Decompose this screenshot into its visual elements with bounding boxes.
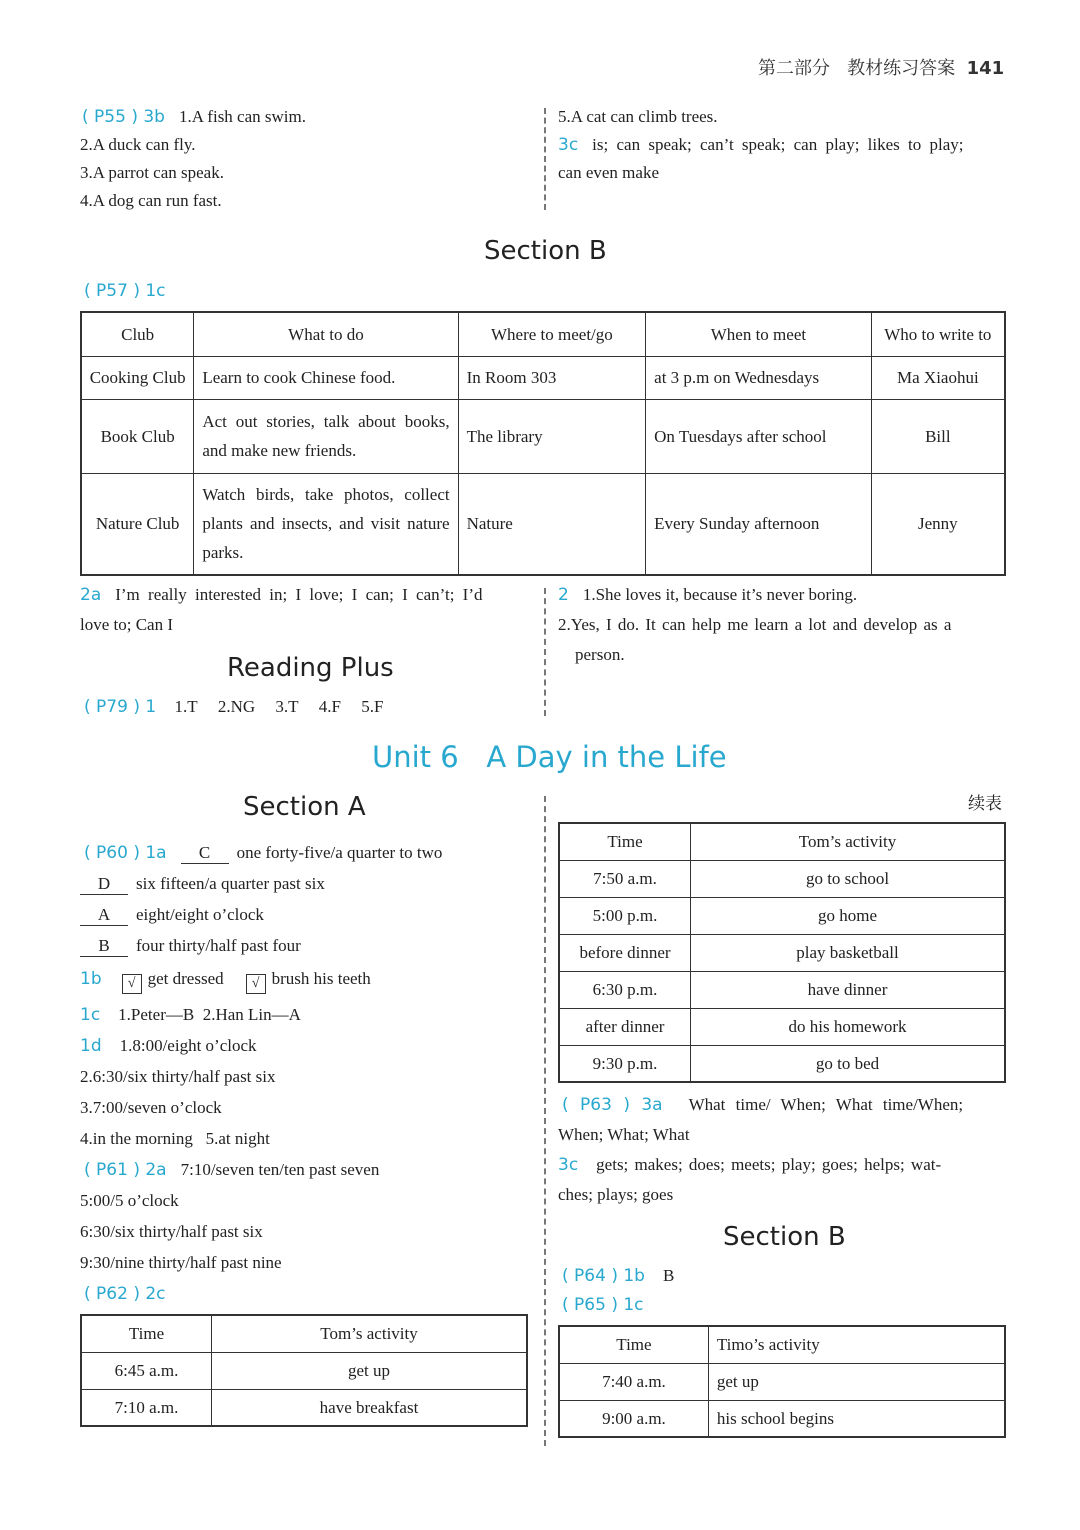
header-title: 教材练习答案 bbox=[847, 58, 956, 79]
table-cell: Nature Club bbox=[81, 473, 194, 575]
answer-line: 2.Yes, I do. It can help me learn a lot and develop as a bbox=[558, 615, 952, 634]
table-cell: get up bbox=[708, 1363, 1005, 1400]
answer-line: 6:30/six thirty/half past six bbox=[80, 1222, 263, 1241]
column-divider bbox=[544, 108, 546, 210]
answer-line: 3.7:00/seven o’clock bbox=[80, 1098, 222, 1117]
table-cell: 9:30 p.m. bbox=[559, 1045, 691, 1082]
tom-activity-table-continued bbox=[558, 822, 1006, 1083]
answer-2a-line-1 bbox=[80, 585, 483, 605]
answer-letter: D bbox=[80, 874, 128, 895]
timo-activity-table bbox=[558, 1325, 1006, 1438]
answer-item: 3.T bbox=[275, 697, 299, 716]
p55-3c-line bbox=[558, 135, 964, 155]
section-a-heading: Section A bbox=[243, 792, 366, 822]
table-header: Club bbox=[81, 312, 194, 356]
tag-p62-2c: ( P62 ) 2c bbox=[84, 1284, 166, 1304]
table-cell: Learn to cook Chinese food. bbox=[194, 356, 458, 399]
answer-1a-line bbox=[80, 905, 264, 926]
section-heading: Section B bbox=[484, 236, 607, 266]
table-header-row bbox=[81, 1315, 527, 1352]
table-header: When to meet bbox=[646, 312, 872, 356]
table-cell: Every Sunday afternoon bbox=[646, 473, 872, 575]
answer-p64-line bbox=[562, 1266, 674, 1286]
answer-line: ches; plays; goes bbox=[558, 1185, 674, 1204]
table-cell: before dinner bbox=[559, 934, 691, 971]
reading-plus-answers bbox=[84, 697, 383, 717]
table-row bbox=[559, 1400, 1005, 1437]
table-row bbox=[81, 1389, 527, 1426]
tag-p65-1c: ( P65 ) 1c bbox=[562, 1295, 644, 1315]
table-row bbox=[81, 473, 1005, 575]
answer-text: four thirty/half past four bbox=[136, 936, 301, 955]
answer-item: 4.F bbox=[318, 697, 341, 716]
table-header: Who to write to bbox=[871, 312, 1005, 356]
answer-letter: B bbox=[80, 936, 128, 957]
answer-letter: A bbox=[80, 905, 128, 926]
header-part: 第二部分 bbox=[758, 58, 830, 79]
answer-text: 1.8:00/eight o’clock bbox=[119, 1036, 257, 1055]
tag-3c: 3c bbox=[558, 135, 579, 155]
table-cell: go home bbox=[691, 897, 1005, 934]
answer-1a-line-1 bbox=[84, 843, 442, 864]
table-cell: have breakfast bbox=[212, 1389, 528, 1426]
table-row bbox=[559, 1363, 1005, 1400]
answer-2-line-1 bbox=[558, 585, 857, 605]
section-b-heading: Section B bbox=[723, 1222, 846, 1252]
tag-p63-3a: ( P63 ) 3a bbox=[562, 1095, 663, 1115]
answer-1a-line bbox=[80, 936, 301, 957]
table-cell: do his homework bbox=[691, 1008, 1005, 1045]
table-header: Time bbox=[559, 823, 691, 860]
table-cell: In Room 303 bbox=[458, 356, 646, 399]
answer-text: six fifteen/a quarter past six bbox=[136, 874, 325, 893]
table-row bbox=[559, 1045, 1005, 1082]
table-header: Timo’s activity bbox=[708, 1326, 1005, 1363]
answer-text: 1.Peter—B 2.Han Lin—A bbox=[118, 1005, 301, 1024]
answer-item: 1.T bbox=[174, 697, 198, 716]
answer-line: 5.A cat can climb trees. bbox=[558, 107, 718, 126]
answer-line: 4.A dog can run fast. bbox=[80, 191, 222, 210]
table-row bbox=[559, 860, 1005, 897]
table-row bbox=[81, 1352, 527, 1389]
table-cell: get up bbox=[212, 1352, 528, 1389]
continued-label: 续表 bbox=[968, 794, 1002, 813]
table-header-row bbox=[559, 1326, 1005, 1363]
table-cell: On Tuesdays after school bbox=[646, 399, 872, 473]
answer-text: brush his teeth bbox=[271, 969, 371, 988]
table-header-row bbox=[81, 312, 1005, 356]
answer-item: 5.F bbox=[361, 697, 384, 716]
table-header: Time bbox=[559, 1326, 708, 1363]
table-cell: play basketball bbox=[691, 934, 1005, 971]
answer-1c-line bbox=[80, 1005, 301, 1025]
answer-line: 1.A fish can swim. bbox=[178, 107, 306, 126]
column-divider bbox=[544, 588, 546, 716]
table-row bbox=[559, 897, 1005, 934]
answer-text: is; can speak; can’t speak; can play; likes to play; bbox=[592, 135, 964, 154]
table-cell: Act out stories, talk about books, and make new friends. bbox=[194, 399, 458, 473]
answer-3a-line-1 bbox=[562, 1095, 963, 1115]
unit-number: Unit 6 bbox=[372, 740, 459, 774]
answer-text: eight/eight o’clock bbox=[136, 905, 264, 924]
answer-letter: C bbox=[181, 843, 229, 864]
answer-line: 4.in the morning 5.at night bbox=[80, 1129, 270, 1148]
answer-line: 2.6:30/six thirty/half past six bbox=[80, 1067, 276, 1086]
answer-1b-line bbox=[80, 969, 371, 994]
table-header: Tom’s activity bbox=[691, 823, 1005, 860]
column-divider bbox=[544, 796, 546, 1446]
table-row bbox=[81, 356, 1005, 399]
tom-activity-table bbox=[80, 1314, 528, 1427]
tag-1c: 1c bbox=[80, 1005, 101, 1025]
answer-1a-line bbox=[80, 874, 325, 895]
p55-line-1 bbox=[82, 107, 306, 127]
table-cell: 6:30 p.m. bbox=[559, 971, 691, 1008]
tag-1d: 1d bbox=[80, 1036, 102, 1056]
clubs-table bbox=[80, 311, 1006, 576]
answer-line: When; What; What bbox=[558, 1125, 690, 1144]
tag-p55-3b: ( P55 ) 3b bbox=[82, 107, 165, 127]
tag-p57-1c: ( P57 ) 1c bbox=[84, 281, 166, 301]
table-row bbox=[81, 399, 1005, 473]
table-header-row bbox=[559, 823, 1005, 860]
answer-3c-line-1 bbox=[558, 1155, 941, 1175]
table-cell: 6:45 a.m. bbox=[81, 1352, 212, 1389]
table-header: Where to meet/go bbox=[458, 312, 646, 356]
table-cell: 9:00 a.m. bbox=[559, 1400, 708, 1437]
table-header: Tom’s activity bbox=[212, 1315, 528, 1352]
table-cell: The library bbox=[458, 399, 646, 473]
table-header: What to do bbox=[194, 312, 458, 356]
answer-line: can even make bbox=[558, 163, 659, 182]
table-cell: have dinner bbox=[691, 971, 1005, 1008]
table-row bbox=[559, 971, 1005, 1008]
table-cell: 7:50 a.m. bbox=[559, 860, 691, 897]
answer-text: gets; makes; does; meets; play; goes; helps; wat- bbox=[596, 1155, 942, 1174]
unit-name: A Day in the Life bbox=[486, 740, 727, 774]
table-cell: Cooking Club bbox=[81, 356, 194, 399]
tag-3c: 3c bbox=[558, 1155, 579, 1175]
table-cell: 7:10 a.m. bbox=[81, 1389, 212, 1426]
table-row bbox=[559, 1008, 1005, 1045]
answer-text: one forty-five/a quarter to two bbox=[236, 843, 443, 862]
table-cell: 5:00 p.m. bbox=[559, 897, 691, 934]
tag-2a: 2a bbox=[80, 585, 102, 605]
reading-plus-heading: Reading Plus bbox=[227, 653, 394, 683]
table-cell: at 3 p.m on Wednesdays bbox=[646, 356, 872, 399]
table-cell: Bill bbox=[871, 399, 1005, 473]
answer-text: I’m really interested in; I love; I can; I can’t; I’d bbox=[115, 585, 483, 604]
tag-p79-1: ( P79 ) 1 bbox=[84, 697, 157, 717]
tag-1b: 1b bbox=[80, 969, 102, 989]
answer-text: What time/ When; What time/When; bbox=[688, 1095, 964, 1114]
answer-line: 9:30/nine thirty/half past nine bbox=[80, 1253, 282, 1272]
answer-line: 3.A parrot can speak. bbox=[80, 163, 224, 182]
tag-p60-1a: ( P60 ) 1a bbox=[84, 843, 167, 863]
table-cell: go to bed bbox=[691, 1045, 1005, 1082]
unit-title bbox=[372, 740, 727, 774]
table-cell: Jenny bbox=[871, 473, 1005, 575]
table-cell: Watch birds, take photos, collect plants and insects, and visit nature parks. bbox=[194, 473, 458, 575]
table-cell: Nature bbox=[458, 473, 646, 575]
checkmark-icon: √ bbox=[246, 974, 266, 994]
table-header: Time bbox=[81, 1315, 212, 1352]
table-cell: 7:40 a.m. bbox=[559, 1363, 708, 1400]
tag-2: 2 bbox=[558, 585, 569, 605]
answer-2a-line bbox=[84, 1160, 379, 1180]
answer-text: 7:10/seven ten/ten past seven bbox=[180, 1160, 380, 1179]
answer-text: get dressed bbox=[147, 969, 224, 988]
tag-p64-1b: ( P64 ) 1b bbox=[562, 1266, 645, 1286]
table-cell: go to school bbox=[691, 860, 1005, 897]
tag-p61-2a: ( P61 ) 2a bbox=[84, 1160, 167, 1180]
table-row bbox=[559, 934, 1005, 971]
answer-line: 2.A duck can fly. bbox=[80, 135, 196, 154]
answer-line: 5:00/5 o’clock bbox=[80, 1191, 179, 1210]
table-cell: after dinner bbox=[559, 1008, 691, 1045]
table-cell: his school begins bbox=[708, 1400, 1005, 1437]
table-cell: Ma Xiaohui bbox=[871, 356, 1005, 399]
checkmark-icon: √ bbox=[122, 974, 142, 994]
answer-text: 1.She loves it, because it’s never boring. bbox=[582, 585, 858, 604]
answer-line: person. bbox=[575, 645, 625, 664]
header bbox=[758, 59, 1004, 79]
answer-line: love to; Can I bbox=[80, 615, 174, 634]
table-cell: Book Club bbox=[81, 399, 194, 473]
page-number: 141 bbox=[966, 58, 1005, 79]
answer-1d-line bbox=[80, 1036, 257, 1056]
answer-text: B bbox=[662, 1266, 675, 1285]
answer-item: 2.NG bbox=[217, 697, 256, 716]
